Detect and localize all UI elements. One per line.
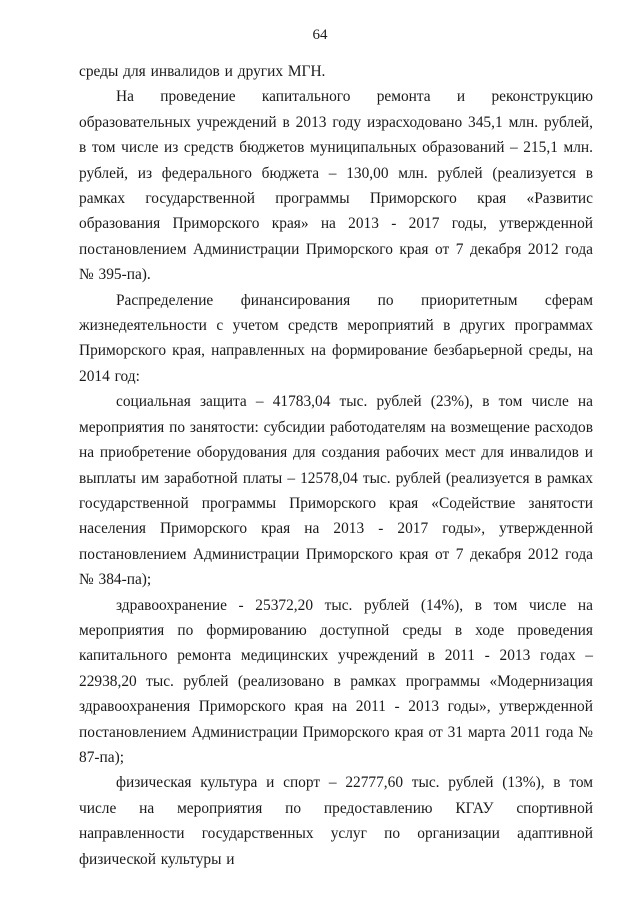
paragraph-social-protection: социальная защита – 41783,04 тыс. рублей (23%), в том числе на мероприятия по занятости: субсидии работодателям на возмещение расходов на приобретение оборудования для создания рабочих мест для инвалидов и выплаты им заработной платы – 12578,04 тыс. рублей (реализуется в рамках государственной программы Приморского края «Содействие занятости населения Приморского края на 2013 - 2017 годы», утвержденной постановлением Администрации Приморского края от 7 декабря 2012 года № 384-па); [79,393,593,589]
page-number: 64 [312,27,328,43]
body-text [79,59,593,872]
paragraph-healthcare: здравоохранение - 25372,20 тыс. рублей (14%), в том числе на мероприятия по формированию доступной среды в ходе проведения капитального ремонта медицинских учреждений в 2011 - 2013 годах – 22938,20 тыс. рублей (реализовано в рамках программы «Модернизация здравоохранения Приморского края на 2011 - 2013 годы», утвержденной постановлением Администрации Приморского края от 31 марта 2011 года № 87-па); [79,596,593,766]
paragraph-physical-culture: физическая культура и спорт – 22777,60 тыс. рублей (13%), в том числе на мероприятия по предоставлению КГАУ спортивной направленности государственных услуг по организации адаптивной физической культуры и [79,774,593,868]
paragraph-continuation: среды для инвалидов и других МГН. [79,63,326,80]
paragraph-capital-repair: На проведение капитального ремонта и реконструкцию образовательных учреждений в 2013 году израсходовано 345,1 млн. рублей, в том числе из средств бюджетов муниципальных образований – 215,1 млн. рублей, из федерального бюджета – 130,00 млн. рублей (реализуется в рамках государственной программы Приморского края «Развитис образования Приморского края» на 2013 - 2017 годы, утвержденной постановлением Администрации Приморского края от 7 декабря 2012 года № 395-па). [79,88,593,284]
paragraph-funding-distribution: Распределение финансирования по приоритетным сферам жизнедеятельности с учетом средств мероприятий в других программах Приморского края, направленных на формирование безбарьерной среды, на 2014 год: [79,291,593,385]
